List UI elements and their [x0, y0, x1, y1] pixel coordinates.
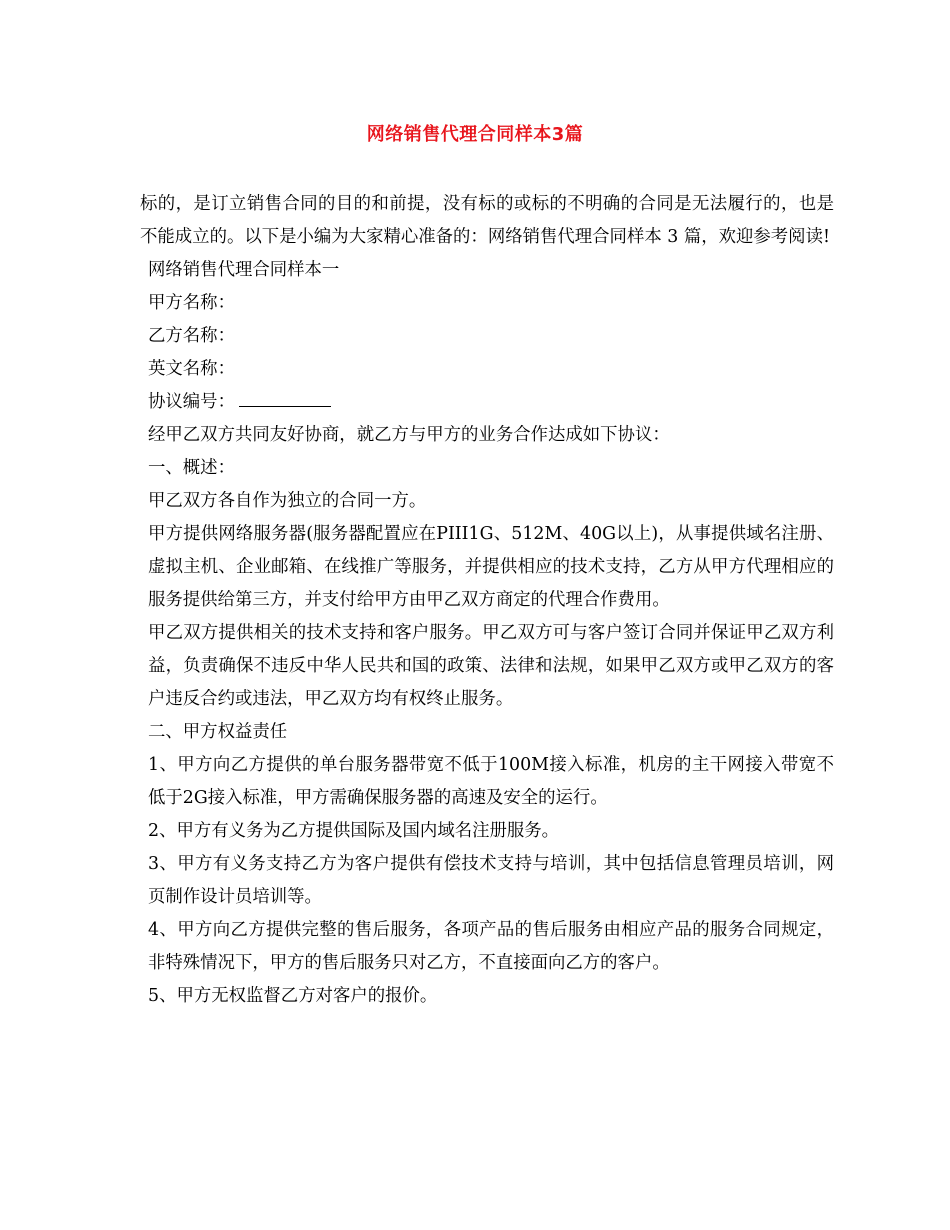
preamble-paragraph: 经甲乙双方共同友好协商，就乙方与甲方的业务合作达成如下协议： — [148, 425, 670, 445]
contract-heading: 网络销售代理合同样本一 — [148, 260, 340, 280]
clause-5: 5、甲方无权监督乙方对客户的报价。 — [148, 986, 438, 1006]
clause-1: 1、甲方向乙方提供的单台服务器带宽不低于100M接入标准，机房的主干网接入带宽不低于2G接入标准，甲方需确保服务器的高速及安全的运行。 — [148, 755, 834, 808]
section-two-heading: 二、甲方权益责任 — [148, 722, 288, 742]
clause-3: 3、甲方有义务支持乙方为客户提供有偿技术支持与培训，其中包括信息管理员培训，网页制作设计员培训等。 — [148, 854, 834, 907]
clause-2: 2、甲方有义务为乙方提供国际及国内域名注册服务。 — [148, 821, 560, 841]
agreement-number-line — [140, 386, 834, 419]
party-a-name: 甲方名称： — [148, 293, 235, 313]
paragraph: 甲乙双方提供相关的技术支持和客户服务。甲乙双方可与客户签订合同并保证甲乙双方利益，负责确保不违反中华人民共和国的政策、法律和法规，如果甲乙双方或甲乙双方的客户违反合约或违法，甲乙双方均有权终止服务。 — [148, 623, 834, 709]
clause-4: 4、甲方向乙方提供完整的售后服务，各项产品的售后服务由相应产品的服务合同规定，非特殊情况下，甲方的售后服务只对乙方，不直接面向乙方的客户。 — [148, 920, 834, 973]
english-name: 英文名称： — [148, 359, 235, 379]
agreement-number-label: 协议编号： — [148, 392, 235, 412]
paragraph: 甲乙双方各自作为独立的合同一方。 — [148, 491, 427, 511]
intro-paragraph: 标的，是订立销售合同的目的和前提，没有标的或标的不明确的合同是无法履行的，也是不能成立的。以下是小编为大家精心准备的：网络销售代理合同样本 3 篇，欢迎参考阅读! — [140, 194, 834, 247]
document-title: 网络销售代理合同样本3篇 — [366, 124, 584, 145]
paragraph: 甲方提供网络服务器(服务器配置应在PIII1G、512M、40G以上)，从事提供域名注册、虚拟主机、企业邮箱、在线推广等服务，并提供相应的技术支持，乙方从甲方代理相应的服务提供给第三方，并支付给甲方由甲乙双方商定的代理合作费用。 — [148, 524, 834, 610]
document-body — [140, 188, 834, 1013]
section-one-heading: 一、概述： — [148, 458, 235, 478]
party-b-name: 乙方名称： — [148, 326, 235, 346]
agreement-number-blank — [239, 405, 331, 407]
